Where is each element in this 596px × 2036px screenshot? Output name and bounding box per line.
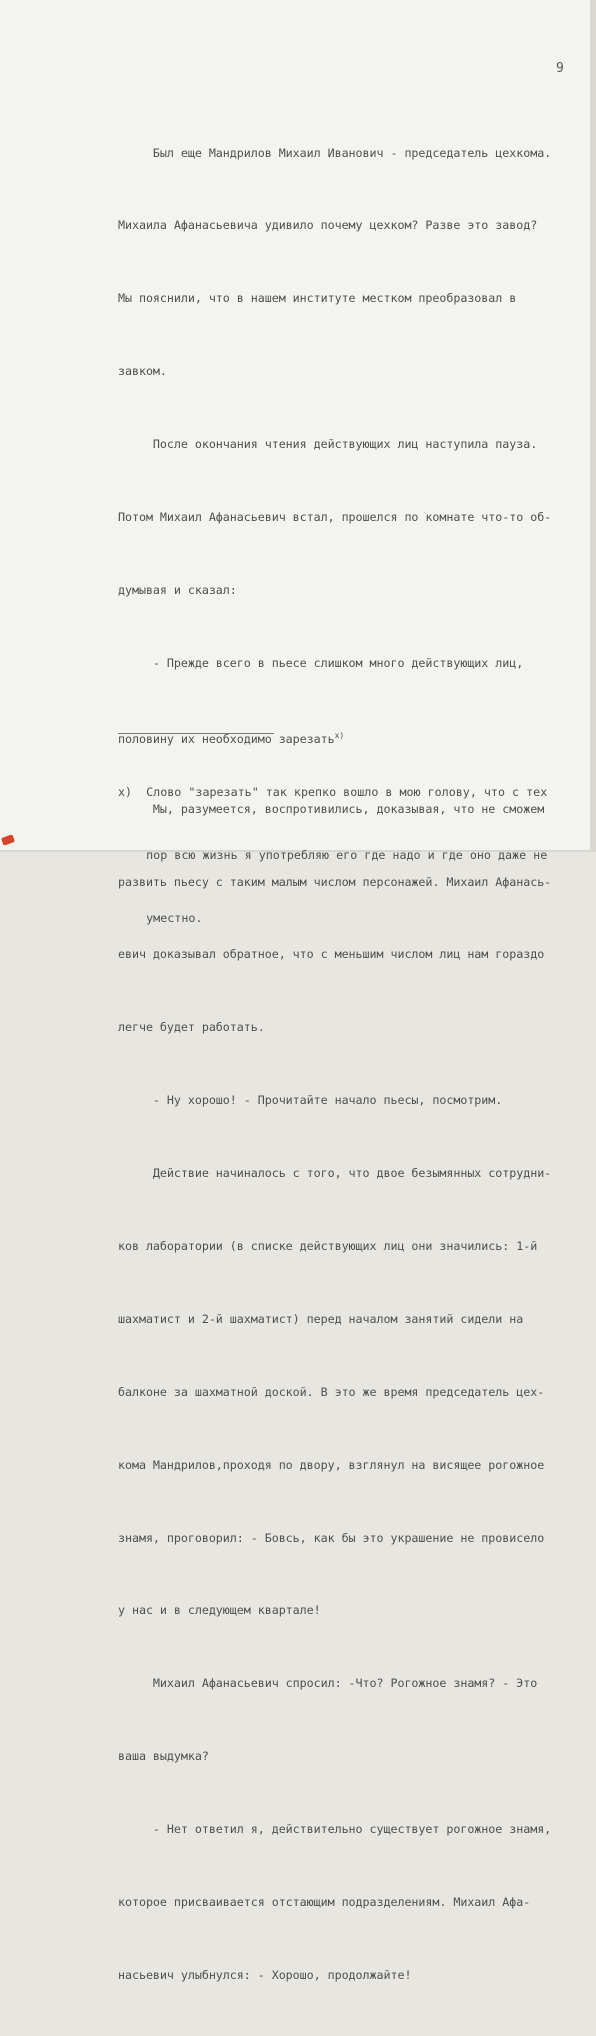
text-line: насьевич улыбнулся: - Хорошо, продолжайте! — [118, 1967, 412, 1982]
text-line: половину их необходимо зарезать — [118, 731, 335, 746]
text-line: Михаил Афанасьевич спросил: -Что? Рогожное знамя? - Это — [118, 1676, 538, 1691]
text-line: ваша выдумка? — [118, 1749, 209, 1764]
body-text — [118, 92, 588, 2036]
text-line: которое присваивается отстающим подразделениям. Михаил Афа- — [118, 1894, 531, 1909]
text-line: у нас и в следующем квартале! — [118, 1603, 321, 1618]
text-line: - Ну хорошо! - Прочитайте начало пьесы, посмотрим. — [118, 1093, 503, 1108]
footnote-line: х) Слово "зарезать" так крепко вошло в мою голову, что с тех — [118, 785, 548, 799]
red-corner-mark — [1, 834, 15, 846]
text-line: знамя, проговорил: - Бовсь, как бы это украшение не провисело — [118, 1530, 545, 1545]
text-line: - Прежде всего в пьесе слишком много действующих лиц, — [118, 655, 524, 670]
text-line: ков лаборатории (в списке действующих лиц они значились: 1-й — [118, 1238, 538, 1253]
footnote-separator — [118, 733, 274, 734]
text-line: думывая и сказал: — [118, 582, 237, 597]
text-line: Был еще Мандрилов Михаил Иванович - председатель цехкома. — [118, 145, 552, 160]
footnote — [118, 740, 578, 971]
text-line: Потом Михаил Афанасьевич встал, прошелся по комнате что-то об- — [118, 510, 552, 525]
page-number: 9 — [556, 61, 564, 76]
footnote-line: уместно. — [118, 911, 203, 925]
text-line: кома Мандрилов,проходя по двору, взглянул на висящее рогожное — [118, 1457, 545, 1472]
text-line: После окончания чтения действующих лиц наступила пауза. — [118, 437, 538, 452]
text-line: легче будет работать. — [118, 1020, 265, 1035]
text-line: шахматист и 2-й шахматист) перед началом занятий сидели на — [118, 1311, 524, 1326]
text-line: завком. — [118, 364, 167, 379]
text-line: Действие начиналось с того, что двое безымянных сотрудни- — [118, 1166, 552, 1181]
text-line: евич доказывал обратное, что с меньшим числом лиц нам гораздо — [118, 947, 545, 962]
footnote-line: пор всю жизнь я употребляю его где надо и где оно даже не — [118, 848, 548, 862]
text-line: Мы, разумеется, воспротивились, доказывая, что не сможем — [118, 801, 545, 816]
text-line: балконе за шахматной доской. В это же время председатель цех- — [118, 1384, 545, 1399]
text-line: развить пьесу с таким малым числом персонажей. Михаил Афанась- — [118, 874, 552, 889]
text-line: - Нет ответил я, действительно существует рогожное знамя, — [118, 1822, 552, 1837]
text-line: Михаила Афанасьевича удивило почему цехком? Разве это завод? — [118, 218, 538, 233]
text-line: Мы пояснили, что в нашем институте местком преобразовал в — [118, 291, 517, 306]
footnote-reference: х) — [334, 730, 345, 740]
